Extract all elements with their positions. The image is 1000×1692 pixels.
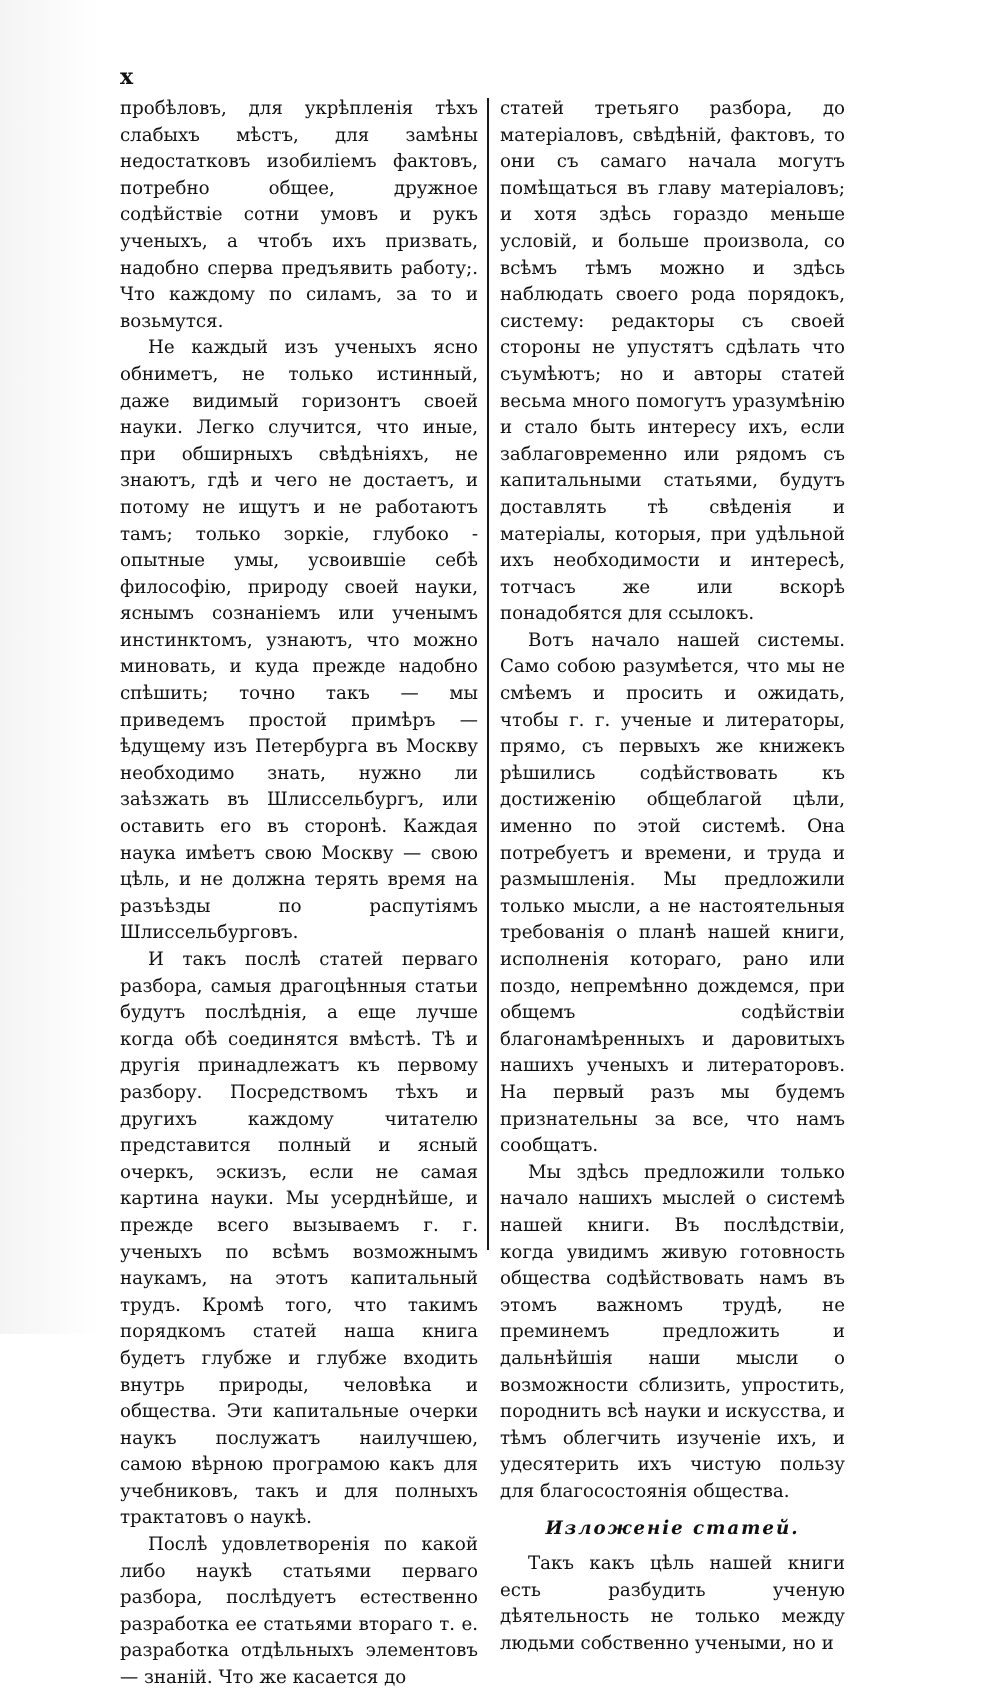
- left-paragraph-4: Послѣ удовлетворенія по какой либо наукѣ статьями перваго разбора, послѣдуетъ естественно разработка ее статьями втораго т. е. разработка отдѣльныхъ элементовъ — знаній. Что же касается до: [120, 1534, 478, 1689]
- left-paragraph-3: И такъ послѣ статей перваго разбора, самыя драгоцѣнныя статьи будутъ послѣднія, а еще лучше когда обѣ соединятся вмѣстѣ. Тѣ и другія принадлежатъ къ первому разбору. Посредствомъ тѣхъ и другихъ каждому читателю представится полный и ясный очеркъ, эскизъ, если не самая картина науки. Мы усерднѣйше, и прежде всего вызываемъ г. г. ученыхъ по всѣмъ возможнымъ наукамъ, на этотъ капитальный трудъ. Кромѣ того, что такимъ порядкомъ статей наша книга будетъ глубже и глубже входить внутрь природы, человѣка и общества. Эти капитальные очерки наукъ послужатъ наилучшею, самою вѣрною програмою какъ для учебниковъ, такъ и для полныхъ трактатовъ о наукѣ.: [120, 949, 478, 1529]
- page-number: x: [120, 64, 134, 90]
- scan-shadow: [0, 0, 100, 1334]
- right-paragraph-2: Вотъ начало нашей системы. Само собою разумѣется, что мы не смѣемъ и просить и ожидать, чтобы г. г. ученые и литераторы, прямо, съ первыхъ же книжекъ рѣшились содѣйствовать къ достиженію общеблагой цѣли, именно по этой системѣ. Она потребуетъ и времени, и труда и размышленія. Мы предложили только мысли, а не настоятельныя требованія о планѣ нашей книги, исполненія котораго, рано или поздо, непремѣнно дождемся, при общемъ содѣйствіи благонамѣренныхъ и даровитыхъ нашихъ ученыхъ и литераторовъ. На первый разъ мы будемъ признательны за все, что намъ сообщатъ.: [500, 629, 845, 1157]
- section-heading: Изложеніе статей.: [545, 1518, 800, 1540]
- column-divider: [487, 98, 489, 1250]
- right-paragraph-3: Мы здѣсь предложили только начало нашихъ мыслей о системѣ нашей книги. Въ послѣдствіи, когда увидимъ живую готовность общества содѣйствовать намъ въ этомъ важномъ трудѣ, не преминемъ предложить и дальнѣйшія наши мысли о возможности сблизить, упростить, породнить всѣ науки и искусства, и тѣмъ облегчить изученіе ихъ, и удесятерить ихъ чистую пользу для благосостоянія общества.: [500, 1161, 845, 1502]
- right-paragraph-4: Такъ какъ цѣль нашей книги есть разбудить ученую дѣятельность не только между людьми собственно учеными, но и: [500, 1553, 845, 1654]
- left-paragraph-2: Не каждый изъ ученыхъ ясно обниметъ, не только истинный, даже видимый горизонтъ своей науки. Легко случится, что иные, при обширныхъ свѣдѣніяхъ, не знаютъ, гдѣ и чего не достаетъ, и потому не ищутъ и не работаютъ тамъ; только зоркіе, глубоко - опытные умы, усвоившіе себѣ философію, природу своей науки, яснымъ сознаніемъ или ученымъ инстинктомъ, узнаютъ, что можно миновать, и куда прежде надобно спѣшить; точно такъ — мы приведемъ простой примѣръ — ѣдущему изъ Петербурга въ Москву необходимо знать, нужно ли заѣзжать въ Шлиссельбургъ, или оставить его въ сторонѣ. Каждая наука имѣетъ свою Москву — свою цѣль, и не должна терять время на разъѣзды по распутіямъ Шлиссельбурговъ.: [120, 337, 478, 944]
- right-paragraph-1: статей третьяго разбора, до матеріаловъ, свѣдѣній, фактовъ, то они съ самаго начала могутъ помѣщаться въ главу матеріаловъ; и хотя здѣсь гораздо меньше условій, и больше произвола, со всѣмъ тѣмъ можно и здѣсь наблюдать своего рода порядокъ, систему: редакторы съ своей стороны не упустятъ сдѣлать что съумѣютъ; но и авторы статей весьма много помогутъ уразумѣнію и стало быть интересу ихъ, если заблаговременно или рядомъ съ капитальными статьями, будутъ доставлять тѣ свѣденія и матеріалы, которыя, при удѣльной ихъ необходимости и интересѣ, тотчасъ же или вскорѣ понадобятся для ссылокъ.: [500, 98, 845, 625]
- right-column: [500, 96, 845, 1657]
- left-paragraph-1: пробѣловъ, для укрѣпленія тѣхъ слабыхъ мѣстъ, для замѣны недостатковъ изобиліемъ фактовъ, потребно общее, дружное содѣйствіе сотни умовъ и рукъ ученыхъ, а чтобъ ихъ призвать, надобно сперва предъявить работу;. Что каждому по силамъ, за то и возьмутся.: [120, 98, 478, 332]
- left-column: [120, 96, 478, 1692]
